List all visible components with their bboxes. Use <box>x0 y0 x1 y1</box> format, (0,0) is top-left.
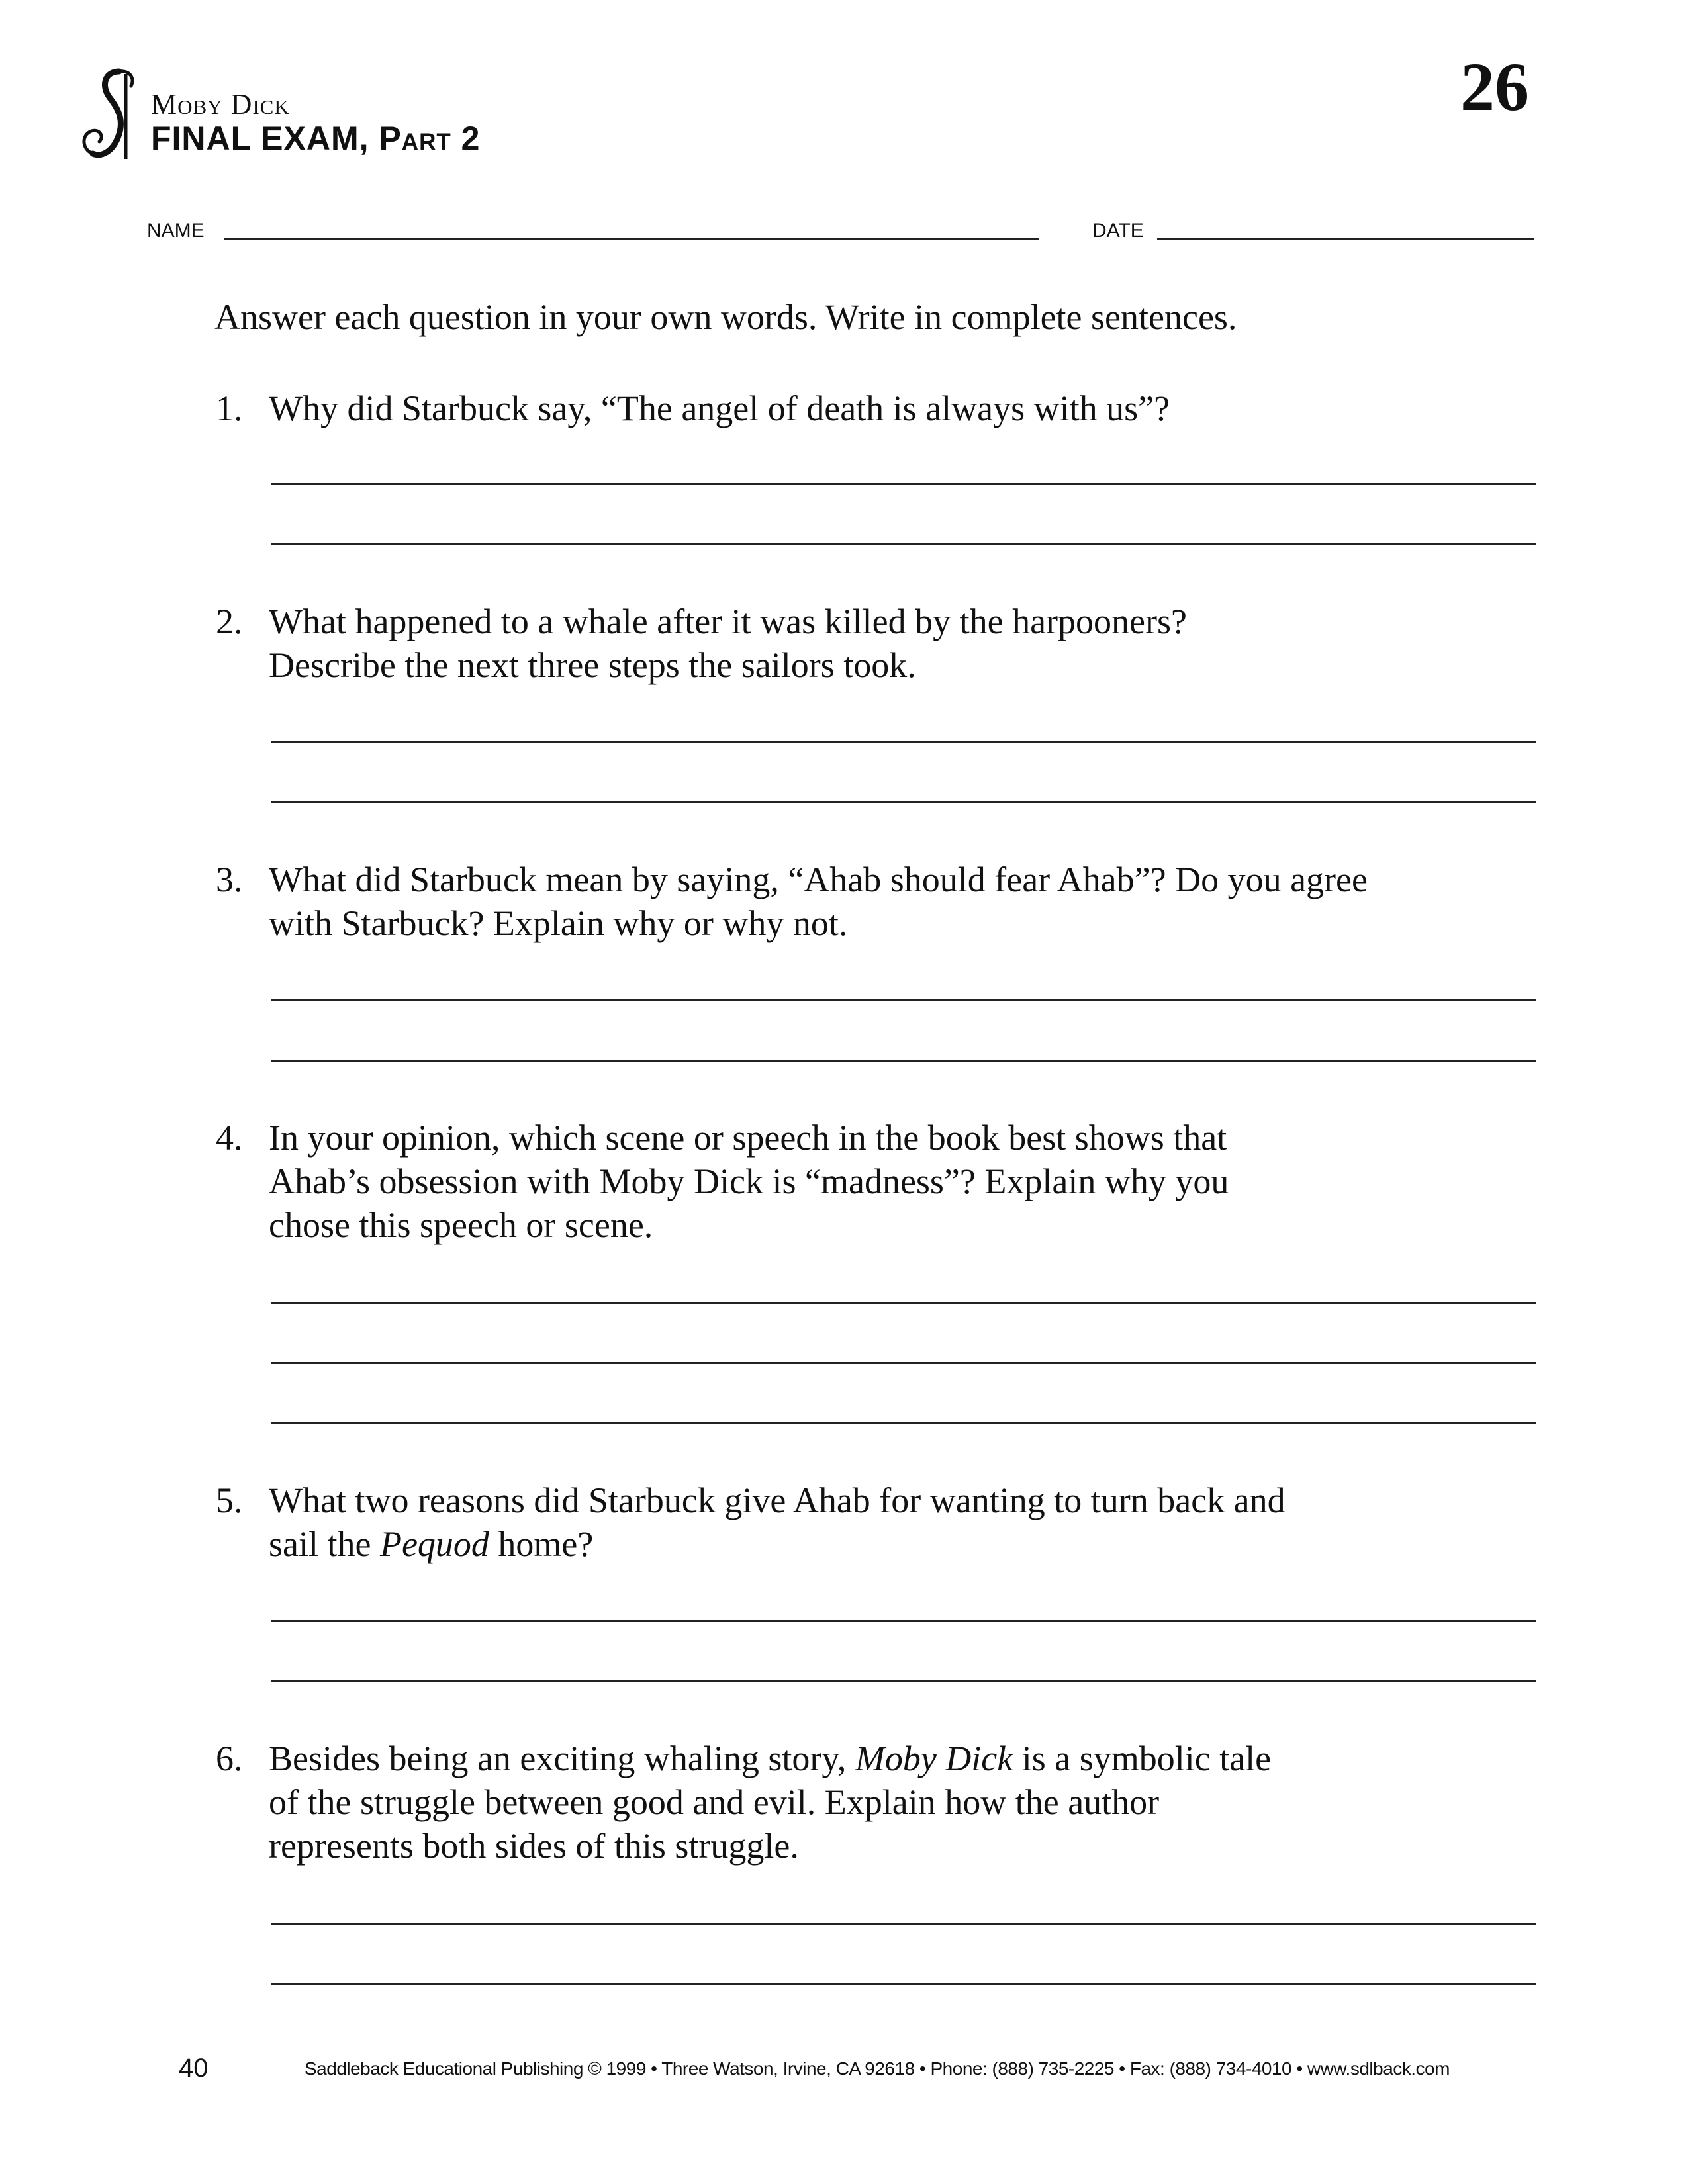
question-3-line: What did Starbuck mean by saying, “Ahab should fear Ahab”? Do you agree <box>269 860 1368 899</box>
ship-name: Pequod <box>379 1524 489 1564</box>
question-5-number: 5. <box>216 1480 243 1520</box>
question-2-answer-line[interactable] <box>271 801 1536 803</box>
question-6-answer-line[interactable] <box>271 1983 1536 1985</box>
question-1-answer-line[interactable] <box>271 543 1536 545</box>
question-6-line: represents both sides of this struggle. <box>269 1826 799 1866</box>
question-6-line: Besides being an exciting whaling story, Moby Dick is a symbolic tale <box>269 1739 1272 1778</box>
question-4-answer-line[interactable] <box>271 1362 1536 1364</box>
question-6-number: 6. <box>216 1739 243 1778</box>
question-1-number: 1. <box>216 388 243 428</box>
publisher-footer: Saddleback Educational Publishing © 1999 • Three Watson, Irvine, CA 92618 • Phone: (888) 735-2225 • Fax: (888) 734-4010 • www.sdlback.com <box>305 2058 1450 2079</box>
question-5-answer-line[interactable] <box>271 1680 1536 1682</box>
question-1-text <box>269 387 1540 430</box>
question-4-number: 4. <box>216 1118 243 1158</box>
date-field[interactable] <box>1157 238 1534 240</box>
question-5-text <box>269 1479 1540 1566</box>
question-2-text <box>269 600 1540 687</box>
exam-title-main: FINAL EXAM, <box>151 120 369 157</box>
question-2-number: 2. <box>216 602 243 641</box>
question-4-line: Ahab’s obsession with Moby Dick is “madness”? Explain why you <box>269 1161 1229 1201</box>
question-2-line: What happened to a whale after it was killed by the harpooners? <box>269 602 1187 641</box>
question-5-line: sail the Pequod home? <box>269 1524 594 1564</box>
saddleback-s-logo-icon <box>78 66 151 165</box>
question-2-line: Describe the next three steps the sailors took. <box>269 645 916 685</box>
date-label: DATE <box>1092 220 1144 242</box>
question-2-answer-line[interactable] <box>271 741 1536 743</box>
page-number: 40 <box>179 2054 209 2083</box>
question-3-answer-line[interactable] <box>271 1060 1536 1062</box>
exam-title-part: Part 2 <box>379 120 481 157</box>
question-4-answer-line[interactable] <box>271 1422 1536 1424</box>
question-4-line: chose this speech or scene. <box>269 1205 653 1245</box>
question-4-answer-line[interactable] <box>271 1302 1536 1304</box>
question-1-answer-line[interactable] <box>271 483 1536 485</box>
question-1-line: Why did Starbuck say, “The angel of death is always with us”? <box>269 388 1170 428</box>
question-6-line: of the struggle between good and evil. Explain how the author <box>269 1782 1160 1822</box>
book-title: Moby Dick <box>855 1739 1013 1778</box>
question-3-answer-line[interactable] <box>271 999 1536 1001</box>
question-4-text <box>269 1116 1540 1247</box>
question-4-line: In your opinion, which scene or speech in the book best shows that <box>269 1118 1227 1158</box>
question-5-line: What two reasons did Starbuck give Ahab for wanting to turn back and <box>269 1480 1286 1520</box>
name-label: NAME <box>147 220 205 242</box>
question-3-number: 3. <box>216 860 243 899</box>
question-3-line: with Starbuck? Explain why or why not. <box>269 903 848 943</box>
name-field[interactable] <box>224 238 1039 240</box>
series-title: Moby Dick <box>151 88 290 120</box>
question-3-text <box>269 858 1540 945</box>
exam-title <box>151 119 480 158</box>
worksheet-number: 26 <box>1460 49 1529 125</box>
question-6-text <box>269 1737 1540 1868</box>
question-5-answer-line[interactable] <box>271 1620 1536 1622</box>
question-6-answer-line[interactable] <box>271 1923 1536 1925</box>
instructions: Answer each question in your own words. Write in complete sentences. <box>214 297 1237 337</box>
